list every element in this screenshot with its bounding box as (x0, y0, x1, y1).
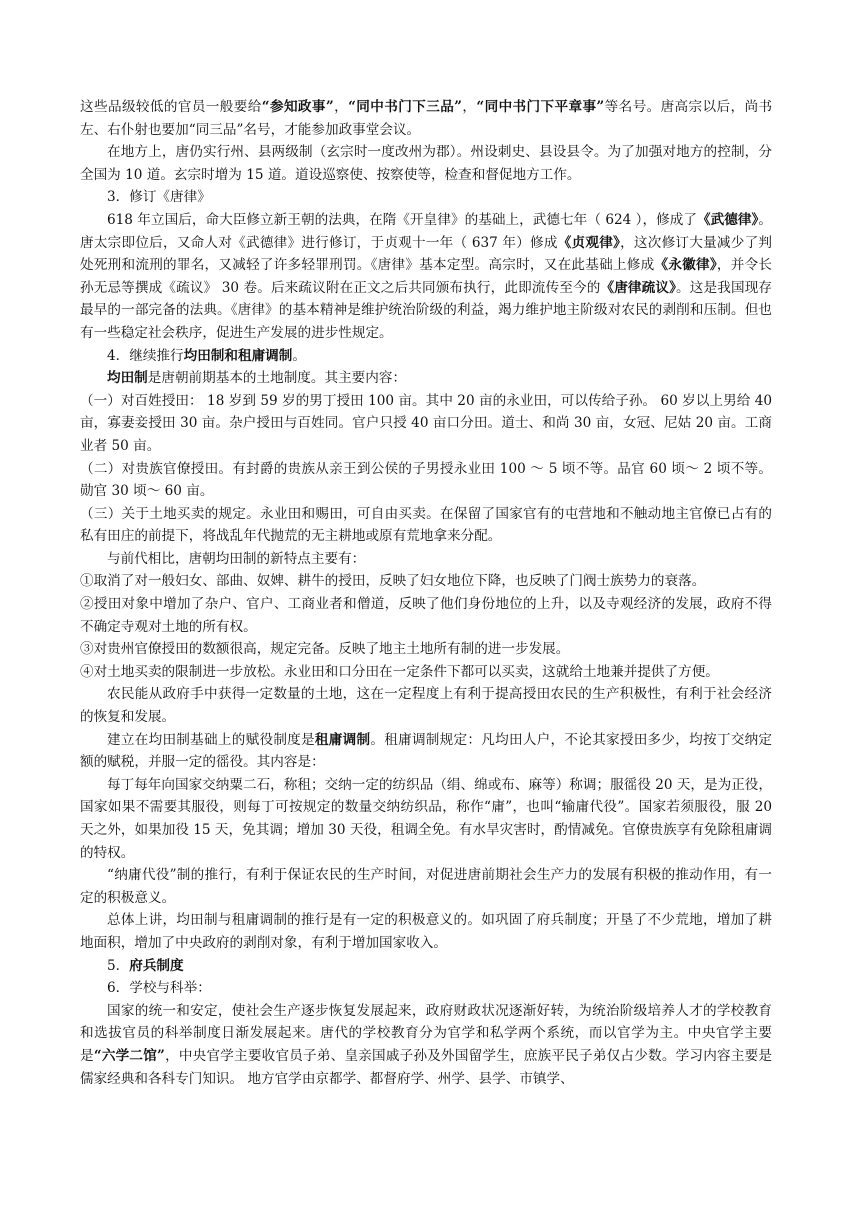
paragraph-p10 (80, 570, 772, 593)
text-run: 。唐太宗即位后，又命人对《武德律》进行修订，于贞观十一年（ 637 年）修成 (80, 211, 772, 251)
text-run: ③对贵州官僚授田的数额很高，规定完备。反映了地主土地所有制的进一步发展。 (80, 641, 570, 658)
paragraph-h6 (80, 977, 772, 1000)
paragraph-p7 (80, 458, 772, 503)
text-run: 建立在均田制基础上的赋役制度是 (107, 731, 315, 748)
text-run: 农民能从政府手中获得一定数量的土地，这在一定程度上有利于提高授田农民的生产积极性，有利于社会经济的恢复和发展。 (80, 686, 772, 726)
bold-term: 《唐律疏议》 (600, 279, 677, 296)
text-run: 等名号。唐高宗以后，尚书左、右仆射也要加“同三品”名号，才能参加政事堂会议。 (80, 99, 773, 138)
bold-term: 府兵制度 (129, 957, 184, 974)
paragraph-h4 (80, 345, 772, 368)
text-run: 是唐朝前期基本的土地制度。其主要内容： (147, 370, 407, 387)
bold-term: “同中书门下三品” (348, 99, 462, 115)
bold-term: “同中书门下平章事” (476, 99, 605, 115)
bold-term: “参知政事” (261, 99, 334, 115)
text-run: （二）对贵族官僚授田。有封爵的贵族从亲王到公侯的子男授永业田 100 ～ 5 顷不等。品官 60 顷～ 2 顷不等。勋官 30 顷～ 60 亩。 (80, 460, 772, 500)
bold-term: 均田制和租庸调制 (183, 347, 293, 364)
paragraph-p16 (80, 774, 772, 864)
paragraph-p12 (80, 638, 772, 661)
text-run: 。 (292, 347, 306, 364)
text-run: 。这是我国现存最早的一部完备的法典。《唐律》的基本精神是维护统治阶级的利益，竭力维护地主阶级对农民的剥削和压制。但也有一些稳定社会秩序，促进生产发展的进步性规定。 (80, 279, 773, 341)
text-run: ①取消了对一般妇女、部曲、奴婢、耕牛的授田，反映了妇女地位下降，也反映了门阀士族势力的衰落。 (80, 573, 706, 590)
text-run: 每丁每年向国家交纳粟二石，称租；交纳一定的纺织品（绢、绵或布、麻等）称调；服徭役 20 天，是为正役，国家如果不需要其服役，则每丁可按规定的数量交纳纺织品，称作“庸”，也叫“输庸代役”。国家若须服役，服 20 天之外，如果加役 15 天，免其调；增加 30 天役，租调全免。有水旱灾害时，酌情减免。官僚贵族享有免除租庸调的特权。 (80, 776, 772, 861)
paragraph-p8 (80, 503, 772, 548)
paragraph-p14 (80, 683, 772, 728)
bold-term: 均田制 (107, 370, 148, 387)
text-run: ， (462, 99, 477, 115)
text-run: 6．学校与科举： (107, 980, 211, 997)
paragraph-p15 (80, 729, 772, 774)
text-run: ④对土地买卖的限制进一步放松。永业田和口分田在一定条件下都可以买卖，这就给土地兼并提供了方便。 (80, 663, 719, 680)
paragraph-p1 (80, 96, 772, 141)
paragraph-p2 (80, 141, 772, 186)
text-run: ， (333, 99, 349, 115)
text-run: ，并令长孙无忌等撰成《疏议》 30 卷。后来疏议附在正文之后共同颁布执行，此即流传至今的 (80, 257, 773, 296)
bold-term: 租庸调制 (314, 731, 371, 748)
paragraph-p5 (80, 367, 772, 390)
text-run: “纳庸代役”制的推行，有利于保证农民的生产时间，对促进唐前期社会生产力的发展有积极的推动作用，有一定的积极意义。 (80, 867, 772, 906)
paragraph-p13 (80, 661, 772, 684)
text-run: ②授田对象中增加了杂户、官户、工商业者和僧道，反映了他们身份地位的上升，以及寺观经济的发展，政府不得不确定寺观对土地的所有权。 (80, 596, 772, 635)
paragraph-p19 (80, 1000, 772, 1090)
text-run: ，这次修订大量减少了判处死刑和流刑的罪名，又减轻了许多轻罪刑罚。《唐律》基本定型。高宗时，又在此基础上修成 (80, 234, 773, 274)
bold-term: 《永徽律》 (654, 257, 717, 274)
text-run: 。租庸调制规定：凡均田人户，不论其家授田多少，均按丁交纳定额的赋税，并服一定的徭役。其内容是： (80, 731, 773, 771)
paragraph-h5 (80, 955, 772, 978)
text-run: 5． (107, 957, 130, 974)
paragraph-p18 (80, 909, 772, 954)
paragraph-p6 (80, 390, 772, 458)
text-run: 4．继续推行 (107, 347, 184, 364)
paragraph-p4 (80, 209, 772, 345)
bold-term: 《贞观律》 (557, 234, 621, 251)
paragraph-p11 (80, 593, 772, 638)
text-run: 3．修订《唐律》 (107, 189, 211, 206)
text-run: （三）关于土地买卖的规定。永业田和赐田，可自由买卖。在保留了国家官有的屯营地和不触动地主官僚已占有的私有田庄的前提下，将战乱年代抛荒的无主耕地或原有荒地拿来分配。 (80, 505, 772, 545)
text-run: 与前代相比，唐朝均田制的新特点主要有： (107, 550, 366, 567)
text-run: 618 年立国后，命大臣修立新王朝的法典，在隋《开皇律》的基础上，武德七年（ 624 ），修成了 (107, 211, 698, 228)
text-run: 在地方上，唐仍实行州、县两级制（玄宗时一度改州为郡）。州设刺史、县设县令。为了加强对地方的控制，分全国为 10 道。玄宗时增为 15 道。道设巡察使、按察使等，检查和督促地方工作。 (80, 144, 772, 183)
paragraph-h3 (80, 186, 772, 209)
text-run: 国家的统一和安定，使社会生产逐步恢复发展起来，政府财政状况逐渐好转，为统治阶级培养人才的学校教育和选拔官员的科举制度日渐发展起来。唐代的学校教育分为官学和私学两个系统，而以官学为主。中央官学主要是 (80, 1002, 772, 1064)
document-page (80, 96, 772, 1090)
paragraph-p17 (80, 864, 772, 909)
text-run: （一）对百姓授田： 18 岁到 59 岁的男丁授田 100 亩。其中 20 亩的永业田，可以传给子孙。 60 岁以上男给 40 亩，寡妻妾授田 30 亩。杂户授田与百姓同。官户只授 40 亩口分田。道士、和尚 30 亩，女冠、尼姑 20 亩。工商业者 50 亩。 (80, 392, 772, 454)
paragraph-p9 (80, 548, 772, 571)
text-run: 总体上讲，均田制与租庸调制的推行是有一定的积极意义的。如巩固了府兵制度；开垦了不少荒地，增加了耕地面积，增加了中央政府的剥削对象，有利于增加国家收入。 (80, 912, 772, 951)
bold-term: 《武德律》 (697, 211, 759, 228)
text-run: 这些品级较低的官员一般要给 (80, 99, 262, 115)
bold-term: “六学二馆” (93, 1047, 165, 1064)
text-run: ，中央官学主要收官员子弟、皇亲国戚子孙及外国留学生，庶族平民子弟仅占少数。学习内容主要是儒家经典和各科专门知识。 地方官学由京都学、都督府学、州学、县学、市镇学、 (80, 1047, 773, 1087)
